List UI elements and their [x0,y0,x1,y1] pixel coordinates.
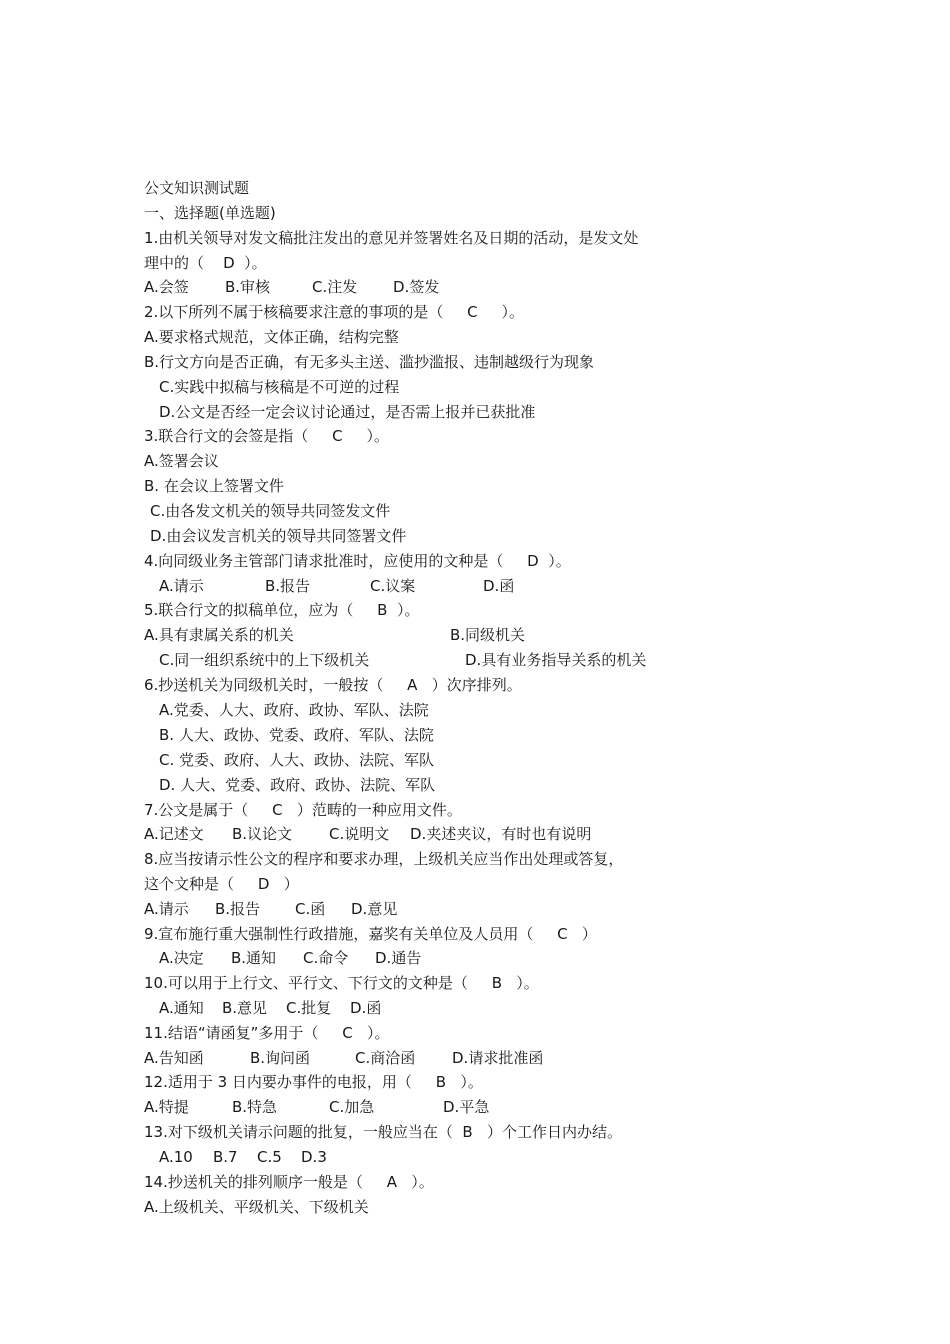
q4-option-d: D.函 [483,577,515,595]
q11-option-b: B.询问函 [250,1049,311,1067]
q2-option-b: B.行文方向是否正确，有无多头主送、滥抄滥报、违制越级行为现象 [144,353,595,371]
q3-option-d: D.由会议发言机关的领导共同签署文件 [150,527,407,545]
q6-option-a: A.党委、人大、政府、政协、军队、法院 [159,701,429,719]
q10-option-b: B.意见 [222,999,268,1017]
q12-option-d: D.平急 [443,1098,490,1116]
q12-option-b: B.特急 [232,1098,278,1116]
q2-option-a: A.要求格式规范，文体正确，结构完整 [144,328,399,346]
q7-option-c: C.说明文 [329,825,390,843]
q7-option-b: B.议论文 [232,825,293,843]
q9-option-d: D.通告 [375,949,422,967]
question-2: 2.以下所列不属于核稿要求注意的事项的是（ C ）。 [144,303,524,321]
question-1-line-1: 1.由机关领导对发文稿批注发出的意见并签署姓名及日期的活动，是发文处 [144,229,639,247]
question-4: 4.向同级业务主管部门请求批准时，应使用的文种是（ D ）。 [144,552,571,570]
q9-option-b: B.通知 [231,949,277,967]
q5-option-b: B.同级机关 [450,626,526,644]
q9-option-a: A.决定 [159,949,204,967]
q3-option-c: C.由各发文机关的领导共同签发文件 [150,502,391,520]
q5-option-c: C.同一组织系统中的上下级机关 [159,651,370,669]
q2-option-d: D.公文是否经一定会议讨论通过，是否需上报并已获批准 [159,403,536,421]
question-8-line-1: 8.应当按请示性公文的程序和要求办理，上级机关应当作出处理或答复， [144,850,624,868]
q7-option-d: D.夹述夹议，有时也有说明 [410,825,592,843]
question-10: 10.可以用于上行文、平行文、下行文的文种是（ B ）。 [144,974,539,992]
q7-option-a: A.记述文 [144,825,204,843]
question-1-line-2: 理中的（ D ）。 [144,254,267,272]
q11-option-d: D.请求批准函 [452,1049,544,1067]
q13-option-c: C.5 [257,1148,282,1166]
question-3: 3.联合行文的会签是指（ C ）。 [144,427,389,445]
q13-option-a: A.10 [159,1148,193,1166]
question-12: 12.适用于 3 日内要办事件的电报，用（ B ）。 [144,1073,483,1091]
question-6: 6.抄送机关为同级机关时，一般按（ A ）次序排列。 [144,676,522,694]
q4-option-b: B.报告 [265,577,311,595]
question-5: 5.联合行文的拟稿单位，应为（ B ）。 [144,601,420,619]
q11-option-a: A.告知函 [144,1049,204,1067]
section-heading: 一、选择题(单选题) [144,204,276,222]
q11-option-c: C.商洽函 [355,1049,416,1067]
q8-option-c: C.函 [295,900,326,918]
question-9: 9.宣布施行重大强制性行政措施，嘉奖有关单位及人员用（ C ） [144,925,597,943]
q6-option-b: B. 人大、政协、党委、政府、军队、法院 [159,726,434,744]
q1-option-c: C.注发 [312,278,358,296]
q5-option-d: D.具有业务指导关系的机关 [465,651,647,669]
question-11: 11.结语“请函复”多用于（ C ）。 [144,1024,390,1042]
q3-option-b: B. 在会议上签署文件 [144,477,284,495]
q4-option-a: A.请示 [159,577,204,595]
q14-option-a: A.上级机关、平级机关、下级机关 [144,1198,369,1216]
q10-option-c: C.批复 [286,999,332,1017]
q8-option-b: B.报告 [215,900,261,918]
question-7: 7.公文是属于（ C ）范畴的一种应用文件。 [144,801,462,819]
question-8-line-2: 这个文种是（ D ） [144,875,299,893]
q6-option-d: D. 人大、党委、政府、政协、法院、军队 [159,776,436,794]
q4-option-c: C.议案 [370,577,416,595]
q13-option-d: D.3 [301,1148,327,1166]
q2-option-c: C.实践中拟稿与核稿是不可逆的过程 [159,378,400,396]
q10-option-a: A.通知 [159,999,204,1017]
q1-option-b: B.审核 [225,278,271,296]
q8-option-a: A.请示 [144,900,189,918]
q6-option-c: C. 党委、政府、人大、政协、法院、军队 [159,751,435,769]
q13-option-b: B.7 [213,1148,238,1166]
q1-option-d: D.签发 [393,278,440,296]
q10-option-d: D.函 [350,999,382,1017]
q12-option-c: C.加急 [329,1098,375,1116]
question-13: 13.对下级机关请示问题的批复，一般应当在（ B ）个工作日内办结。 [144,1123,622,1141]
q1-option-a: A.会签 [144,278,189,296]
q8-option-d: D.意见 [351,900,398,918]
q12-option-a: A.特提 [144,1098,189,1116]
q5-option-a: A.具有隶属关系的机关 [144,626,294,644]
question-14: 14.抄送机关的排列顺序一般是（ A ）。 [144,1173,434,1191]
q3-option-a: A.签署会议 [144,452,219,470]
q9-option-c: C.命令 [303,949,349,967]
doc-title: 公文知识测试题 [144,179,250,197]
